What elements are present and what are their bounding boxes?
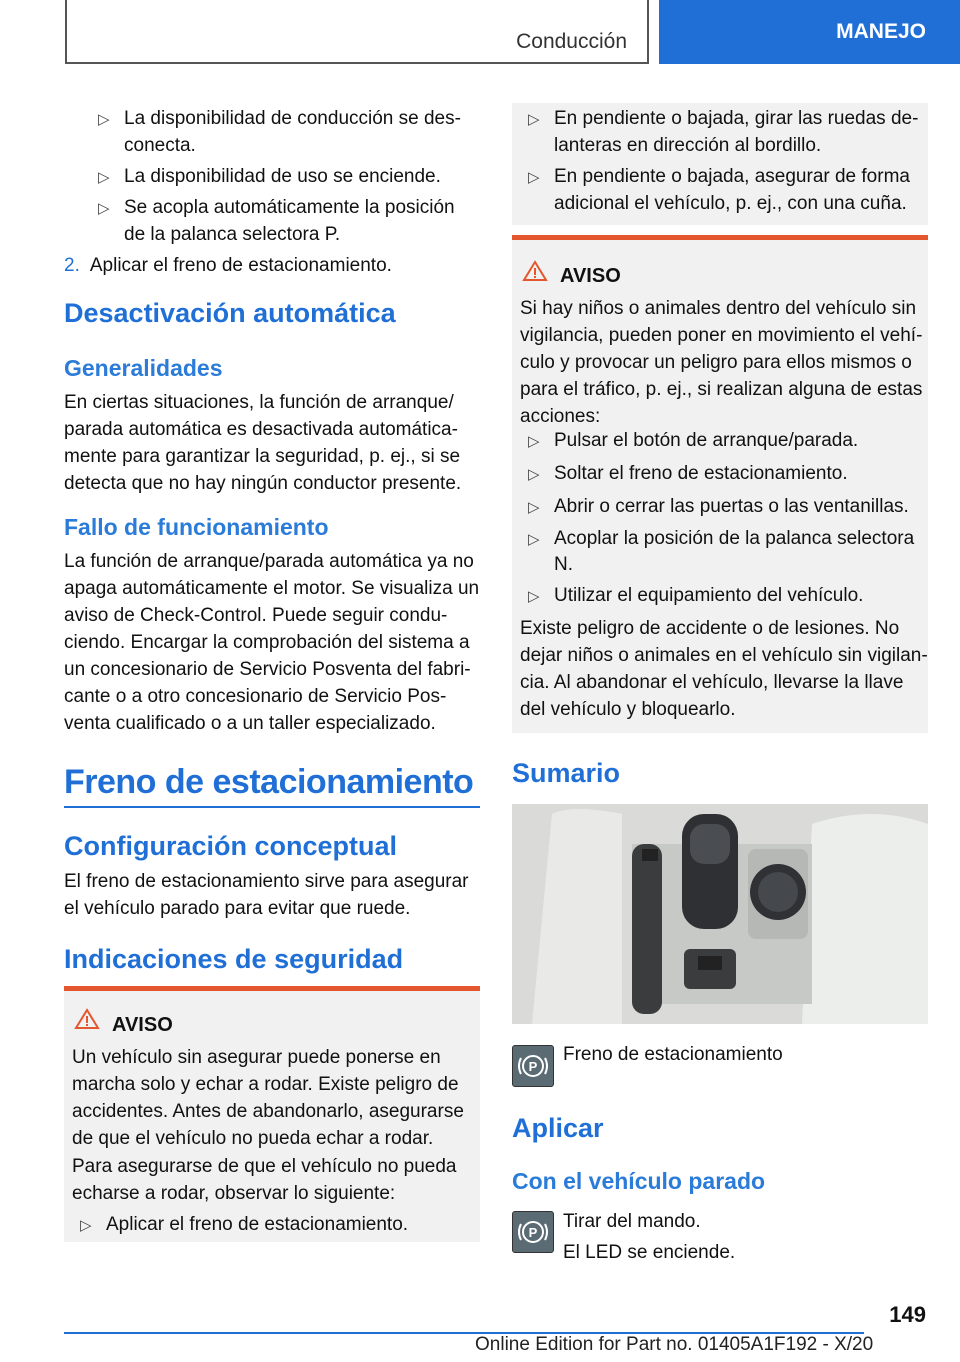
warning-box: [64, 986, 480, 1242]
heading-generalidades: Generalidades: [64, 355, 223, 381]
parking-brake-icon: [512, 1211, 554, 1253]
heading-desactivacion: Desactivación automática: [64, 298, 396, 328]
list-item-cont: adicional el vehículo, p. ej., con una cuña.: [554, 193, 907, 214]
heading-configuracion: Configuración conceptual: [64, 831, 398, 861]
triangle-bullet-icon: ▷: [528, 531, 540, 548]
warning-text: Si hay niños o animales dentro del vehículo sin vigilancia, pueden poner en movimiento el vehí- culo y provocar un peligro para ellos mismos o para el tráfico, p. ej., si realizan alguna de estas acciones:: [520, 298, 923, 427]
heading-parado: Con el vehículo parado: [512, 1168, 766, 1194]
triangle-bullet-icon: ▷: [528, 433, 540, 450]
triangle-bullet-icon: ▷: [528, 466, 540, 483]
list-item: ▷ Se acopla automáticamente la posición: [124, 194, 455, 221]
warning-box: [512, 235, 928, 733]
paragraph-fallo: La función de arranque/parada automática ya no apaga automáticamente el motor. Se visualiza un aviso de Check-Control. Puede seguir condu- ciendo. Encargar la comprobación del sistema a un concesionario de Servicio Posventa del fabri- cante o a otro concesionario de Servicio Pos- venta cualificado o a un taller especializado.: [64, 551, 480, 734]
list-item: ▷ Aplicar el freno de estacionamiento.: [106, 1211, 408, 1238]
header-box: [65, 0, 649, 64]
step-item: 2. Aplicar el freno de estacionamiento.: [64, 255, 392, 276]
warning-text: Un vehículo sin asegurar puede ponerse en marcha solo y echar a rodar. Existe peligro de accidentes. Antes de abandonarlo, asegurarse de que el vehículo no pueda echar a rodar.: [72, 1047, 464, 1149]
triangle-bullet-icon: ▷: [80, 1217, 92, 1234]
triangle-bullet-icon: ▷: [528, 588, 540, 605]
icon-label: Freno de estacionamiento: [563, 1044, 783, 1065]
warning-bar: [64, 986, 480, 991]
list-item: ▷ La disponibilidad de conducción se des-: [124, 105, 461, 132]
heading-aplicar: Aplicar: [512, 1113, 604, 1143]
info-box: [512, 103, 928, 225]
list-item: ▷ Acoplar la posición de la palanca selectora: [554, 525, 914, 552]
list-item: ▷ Abrir o cerrar las puertas o las ventanillas.: [554, 493, 909, 520]
heading-rule: [64, 806, 480, 808]
triangle-bullet-icon: ▷: [528, 111, 540, 128]
list-item-cont: lanteras en dirección al bordillo.: [554, 135, 822, 156]
list-item: ▷ En pendiente o bajada, asegurar de forma: [554, 163, 910, 190]
list-item: ▷ Utilizar el equipamiento del vehículo.: [554, 582, 863, 609]
list-item: ▷ Pulsar el botón de arranque/parada.: [554, 427, 858, 454]
heading-fallo: Fallo de funcionamiento: [64, 514, 329, 540]
triangle-bullet-icon: ▷: [98, 169, 110, 186]
triangle-bullet-icon: ▷: [528, 499, 540, 516]
paragraph-configuracion: El freno de estacionamiento sirve para asegurar el vehículo parado para evitar que ruede.: [64, 871, 469, 919]
triangle-bullet-icon: ▷: [98, 111, 110, 128]
warning-title: AVISO: [560, 265, 621, 287]
list-item: ▷ En pendiente o bajada, girar las ruedas de-: [554, 105, 918, 132]
paragraph-generalidades: En ciertas situaciones, la función de arranque/ parada automática es desactivada automática- mente para garantizar la seguridad, p. ej., si se detecta que no hay ningún conductor presente.: [64, 392, 462, 494]
list-item: ▷ La disponibilidad de uso se enciende.: [124, 163, 441, 190]
parking-brake-icon: [512, 1045, 554, 1087]
triangle-bullet-icon: ▷: [98, 200, 110, 217]
console-photo: [512, 804, 928, 1024]
svg-text:P: P: [528, 1059, 538, 1074]
list-item-cont: N.: [554, 554, 573, 575]
svg-text:P: P: [528, 1225, 538, 1240]
warning-bar: [512, 235, 928, 240]
footer-edition: Online Edition for Part no. 01405A1F192 - X/20: [475, 1334, 874, 1355]
warning-icon: [74, 1008, 100, 1035]
page-number: 149: [889, 1302, 926, 1327]
heading-freno: Freno de estacionamiento: [64, 763, 474, 801]
list-item-cont: conecta.: [124, 135, 196, 156]
triangle-bullet-icon: ▷: [528, 169, 540, 186]
chapter-tab: MANEJO: [659, 0, 960, 64]
list-item: ▷ Soltar el freno de estacionamiento.: [554, 460, 848, 487]
section-title: Conducción: [516, 30, 627, 53]
heading-indicaciones: Indicaciones de seguridad: [64, 944, 404, 974]
warning-title: AVISO: [112, 1014, 173, 1036]
warning-icon: [522, 260, 548, 287]
warning-text-2: Existe peligro de accidente o de lesiones. No dejar niños o animales en el vehículo sin vigilan- cia. Al abandonar el vehículo, llevarse la llave del vehículo y bloquearlo.: [520, 618, 928, 720]
paragraph-parado: Tirar del mando. El LED se enciende.: [563, 1211, 736, 1263]
warning-text-2: Para asegurarse de que el vehículo no pueda echarse a rodar, observar lo siguiente:: [72, 1156, 457, 1204]
list-item-cont: de la palanca selectora P.: [124, 224, 341, 245]
heading-sumario: Sumario: [512, 758, 621, 788]
